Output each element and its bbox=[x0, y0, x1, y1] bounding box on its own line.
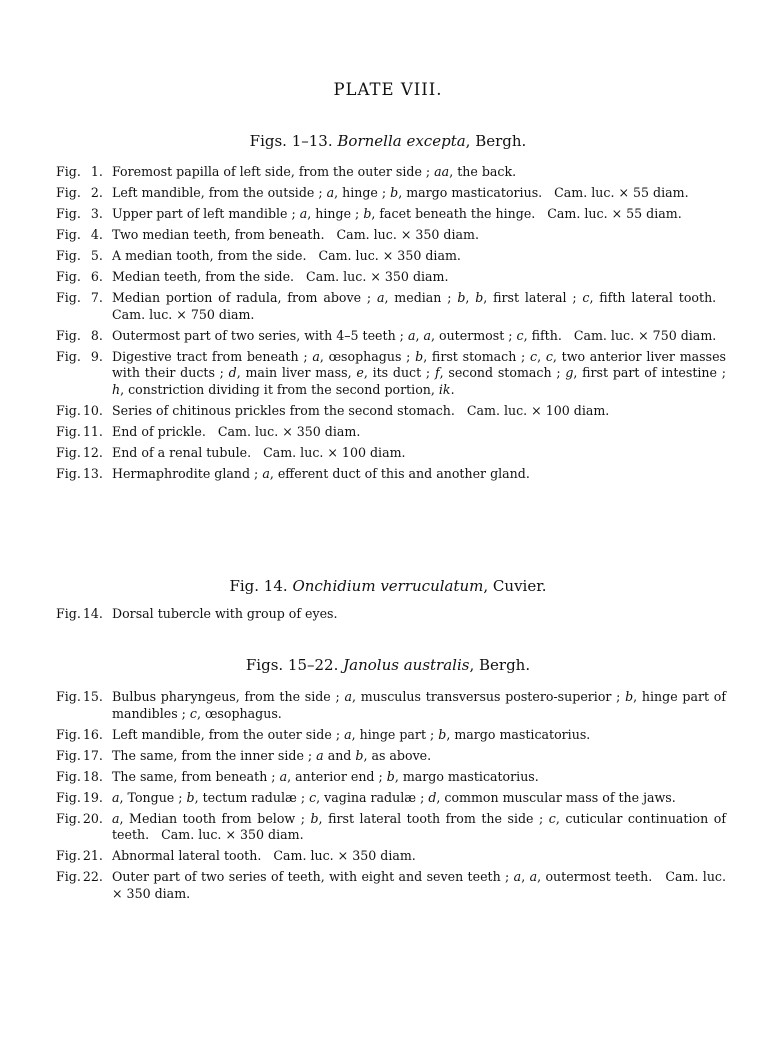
figure-number: 4. bbox=[90, 227, 103, 242]
species-name: Bornella excepta bbox=[337, 132, 466, 150]
figure-caption bbox=[56, 466, 726, 483]
figure-label bbox=[56, 349, 112, 366]
figure-label bbox=[56, 848, 112, 865]
figure-caption bbox=[56, 848, 726, 865]
figure-number: 14. bbox=[82, 606, 103, 621]
figure-description: Upper part of left mandible ; a, hinge ; b, facet beneath the hinge. Cam. luc. × 55 diam. bbox=[112, 206, 682, 221]
figure-number: 18. bbox=[82, 768, 103, 784]
species-author: , Bergh. bbox=[465, 132, 527, 150]
figure-caption bbox=[56, 164, 726, 181]
figure-description: Bulbus pharyngeus, from the side ; a, musculus transversus postero-superior ; b, hinge part of mandibles ; c, œsophagus. bbox=[112, 689, 726, 721]
figure-caption bbox=[56, 403, 726, 420]
figure-description: Dorsal tubercle with group of eyes. bbox=[112, 606, 338, 621]
plate-title: PLATE VIII. bbox=[333, 80, 443, 99]
figure-description: Series of chitinous prickles from the second stomach. Cam. luc. × 100 diam. bbox=[112, 402, 610, 418]
figure-number: 19. bbox=[82, 789, 103, 805]
figure-caption bbox=[56, 790, 726, 807]
figure-label-prefix: Fig. bbox=[56, 164, 81, 179]
section-prefix: Fig. 14. bbox=[229, 577, 288, 595]
figure-description: Hermaphrodite gland ; a, efferent duct of this and another gland. bbox=[112, 465, 530, 481]
figure-caption bbox=[56, 185, 726, 202]
figure-label-prefix: Fig. bbox=[56, 423, 81, 439]
figure-label bbox=[56, 790, 112, 807]
figure-label bbox=[56, 403, 112, 420]
figure-number: 10. bbox=[82, 402, 103, 418]
species-name: Janolus australis bbox=[343, 656, 470, 674]
figure-label bbox=[56, 727, 112, 744]
figure-caption bbox=[56, 349, 726, 399]
figure-description: a, Tongue ; b, tectum radulæ ; c, vagina radulæ ; d, common muscular mass of the jaws. bbox=[112, 789, 676, 805]
section-heading-onchidium bbox=[0, 577, 776, 595]
figure-description: Outer part of two series of teeth, with eight and seven teeth ; a, a, outermost teeth. Cam. luc. × 350 diam. bbox=[112, 869, 726, 901]
figure-label-prefix: Fig. bbox=[56, 269, 81, 284]
section-heading-bornella bbox=[0, 132, 776, 150]
figure-caption bbox=[56, 869, 726, 902]
figure-description: Foremost papilla of left side, from the outer side ; aa, the back. bbox=[112, 164, 517, 179]
figure-label-prefix: Fig. bbox=[56, 227, 81, 242]
figure-description: Abnormal lateral tooth. Cam. luc. × 350 diam. bbox=[112, 848, 416, 863]
species-name: Onchidium verruculatum bbox=[292, 577, 484, 595]
figure-number: 15. bbox=[82, 689, 103, 704]
figure-description: A median tooth, from the side. Cam. luc. × 350 diam. bbox=[112, 248, 461, 263]
figure-caption bbox=[56, 248, 726, 265]
figure-label-prefix: Fig. bbox=[56, 290, 81, 305]
figure-number: 2. bbox=[90, 185, 103, 200]
figure-label-prefix: Fig. bbox=[56, 869, 81, 884]
section-prefix: Figs. 1–13. bbox=[249, 132, 333, 150]
figure-label-prefix: Fig. bbox=[56, 402, 81, 418]
figure-label-prefix: Fig. bbox=[56, 747, 81, 763]
figure-number: 1. bbox=[90, 164, 103, 179]
figure-label bbox=[56, 689, 112, 706]
figure-description: Digestive tract from beneath ; a, œsophagus ; b, first stomach ; c, c, two anterior liver masses with their ducts ; d, main liver mass, e, its duct ; f, second stomach ; g, first part of intestine ; h, constriction dividing it from the second portion, ik. bbox=[112, 348, 726, 397]
figure-label-prefix: Fig. bbox=[56, 810, 81, 826]
figure-label-prefix: Fig. bbox=[56, 348, 81, 364]
figure-label-prefix: Fig. bbox=[56, 327, 81, 343]
figure-label bbox=[56, 445, 112, 462]
figure-number: 7. bbox=[90, 290, 103, 305]
figure-number: 11. bbox=[82, 423, 103, 439]
figure-label bbox=[56, 164, 112, 181]
figure-label-prefix: Fig. bbox=[56, 726, 81, 742]
figure-list-bornella bbox=[56, 164, 726, 487]
section-heading-janolus bbox=[0, 656, 776, 674]
figure-description: Left mandible, from the outside ; a, hinge ; b, margo masticatorius. Cam. luc. × 55 diam. bbox=[112, 185, 689, 200]
figure-number: 16. bbox=[82, 726, 103, 742]
figure-number: 20. bbox=[82, 810, 103, 826]
figure-caption bbox=[56, 424, 726, 441]
figure-number: 17. bbox=[82, 747, 103, 763]
species-author: , Bergh. bbox=[469, 656, 531, 674]
figure-caption bbox=[56, 227, 726, 244]
figure-number: 22. bbox=[82, 869, 103, 884]
figure-label bbox=[56, 811, 112, 828]
species-author: , Cuvier. bbox=[483, 577, 547, 595]
figure-number: 13. bbox=[82, 465, 103, 481]
figure-caption bbox=[56, 748, 726, 765]
figure-label bbox=[56, 748, 112, 765]
figure-label-prefix: Fig. bbox=[56, 689, 81, 704]
figure-label-prefix: Fig. bbox=[56, 185, 81, 200]
figure-description: a, Median tooth from below ; b, first lateral tooth from the side ; c, cuticular continuation of teeth. Cam. luc. × 350 diam. bbox=[112, 810, 726, 842]
figure-caption bbox=[56, 689, 726, 722]
figure-label-prefix: Fig. bbox=[56, 465, 81, 481]
figure-caption bbox=[56, 811, 726, 844]
figure-label bbox=[56, 248, 112, 265]
figure-caption bbox=[56, 206, 726, 223]
figure-label-prefix: Fig. bbox=[56, 444, 81, 460]
figure-number: 8. bbox=[90, 327, 103, 343]
figure-label bbox=[56, 769, 112, 786]
figure-number: 21. bbox=[82, 848, 103, 863]
figure-label bbox=[56, 424, 112, 441]
figure-description: Median portion of radula, from above ; a, median ; b, b, first lateral ; c, fifth lateral tooth. Cam. luc. × 750 diam. bbox=[112, 290, 727, 322]
figure-caption bbox=[56, 445, 726, 462]
figure-label bbox=[56, 290, 112, 307]
figure-number: 9. bbox=[90, 348, 103, 364]
figure-label bbox=[56, 206, 112, 223]
figure-label-prefix: Fig. bbox=[56, 248, 81, 263]
figure-description: End of a renal tubule. Cam. luc. × 100 diam. bbox=[112, 444, 406, 460]
figure-caption bbox=[56, 606, 726, 623]
figure-label-prefix: Fig. bbox=[56, 789, 81, 805]
figure-label-prefix: Fig. bbox=[56, 848, 81, 863]
figure-description: Outermost part of two series, with 4–5 teeth ; a, a, outermost ; c, fifth. Cam. luc. × 750 diam. bbox=[112, 327, 717, 343]
figure-list-janolus bbox=[56, 689, 726, 907]
figure-description: End of prickle. Cam. luc. × 350 diam. bbox=[112, 423, 361, 439]
figure-caption bbox=[56, 290, 726, 323]
figure-label bbox=[56, 269, 112, 286]
figure-number: 12. bbox=[82, 444, 103, 460]
figure-label bbox=[56, 185, 112, 202]
figure-caption bbox=[56, 727, 726, 744]
figure-caption bbox=[56, 328, 726, 345]
figure-label-prefix: Fig. bbox=[56, 606, 81, 621]
figure-caption bbox=[56, 769, 726, 786]
figure-description: Median teeth, from the side. Cam. luc. × 350 diam. bbox=[112, 269, 449, 284]
figure-label bbox=[56, 606, 112, 623]
figure-label bbox=[56, 227, 112, 244]
figure-number: 5. bbox=[90, 248, 103, 263]
section-prefix: Figs. 15–22. bbox=[245, 656, 339, 674]
figure-label bbox=[56, 869, 112, 886]
figure-number: 6. bbox=[90, 269, 103, 284]
figure-caption bbox=[56, 269, 726, 286]
figure-label-prefix: Fig. bbox=[56, 768, 81, 784]
figure-description: The same, from beneath ; a, anterior end ; b, margo masticatorius. bbox=[112, 768, 539, 784]
figure-label-prefix: Fig. bbox=[56, 206, 81, 221]
figure-label bbox=[56, 328, 112, 345]
figure-description: The same, from the inner side ; a and b, as above. bbox=[112, 747, 432, 763]
figure-label bbox=[56, 466, 112, 483]
figure-description: Left mandible, from the outer side ; a, hinge part ; b, margo masticatorius. bbox=[112, 726, 591, 742]
figure-number: 3. bbox=[90, 206, 103, 221]
figure-list-onchidium bbox=[56, 606, 726, 627]
figure-description: Two median teeth, from beneath. Cam. luc. × 350 diam. bbox=[112, 227, 479, 242]
